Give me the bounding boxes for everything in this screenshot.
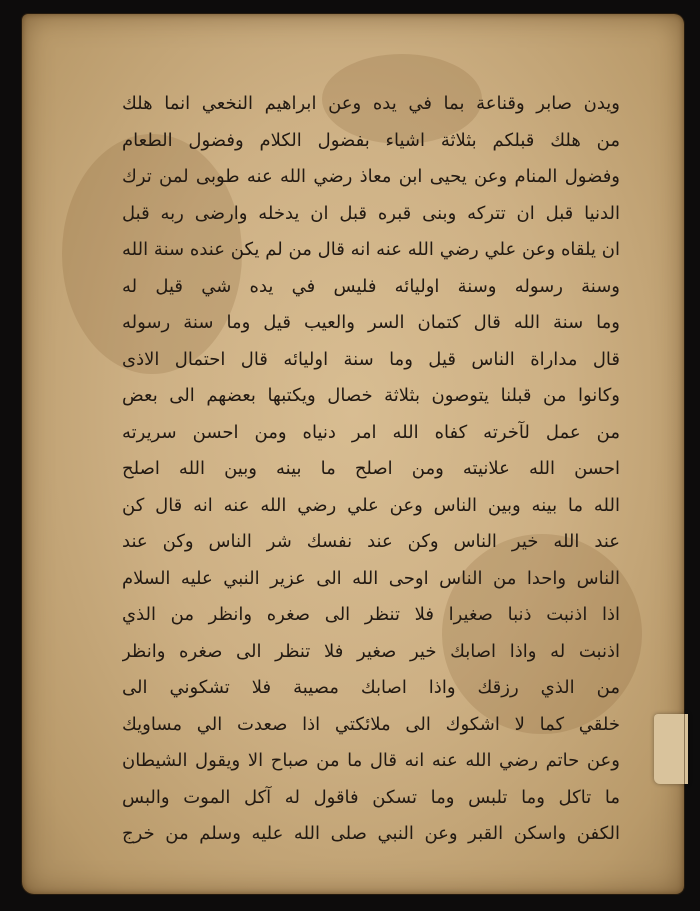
manuscript-line: الناس واحدا من الناس اوحى الله الى عزير النبي عليه السلام	[122, 567, 620, 589]
manuscript-line: وفضول المنام وعن يحيى ابن معاذ رضي الله عنه طوبى لمن ترك	[122, 166, 620, 187]
torn-paper-patch	[654, 714, 688, 784]
manuscript-line: من الذي رزقك واذا اصابك مصيبة فلا تشكوني الى	[122, 677, 620, 698]
manuscript-line: الدنيا قبل ان تتركه وبنى قبره قبل ان يدخله وارضى ربه قبل	[122, 202, 620, 224]
manuscript-line: ما تاكل وما تلبس وما تسكن فاقول له آكل الموت والبس	[122, 786, 620, 808]
manuscript-line: قال مداراة الناس قيل وما سنة اوليائه قال احتمال الاذى	[122, 348, 620, 370]
manuscript-line: وما سنة الله قال كتمان السر والعيب قيل وما سنة رسوله	[122, 312, 620, 333]
manuscript-text-block	[122, 86, 620, 853]
manuscript-line: من عمل لآخرته كفاه الله امر دنياه ومن احسن سريرته	[122, 421, 620, 443]
manuscript-line: ويدن صابر وقناعة بما في يده وعن ابراهيم النخعي انما هلك	[122, 93, 620, 114]
manuscript-line: وكانوا من قبلنا يتوصون بثلاثة خصال ويكتبها بعضهم الى بعض	[122, 385, 620, 406]
manuscript-line: اذنبت له واذا اصابك خير صغير فلا تنظر الى صغره وانظر	[122, 640, 620, 662]
manuscript-line: ان يلقاه وعن علي رضي الله عنه انه قال من لم يكن عنده سنة الله	[122, 239, 620, 260]
manuscript-line: الكفن واسكن القبر وعن النبي صلى الله عليه وسلم من خرج	[122, 823, 620, 844]
manuscript-line: من هلك قبلكم بثلاثة اشياء بفضول الكلام وفضول الطعام	[122, 129, 620, 151]
manuscript-line: وسنة رسوله وسنة اوليائه فليس في يده شي قيل له	[122, 275, 620, 297]
manuscript-line: اذا اذنبت ذنبا صغيرا فلا تنظر الى صغره وانظر من الذي	[122, 604, 620, 625]
manuscript-line: خلقي كما لا اشكوك الى ملائكتي اذا صعدت الي مساويك	[122, 713, 620, 735]
manuscript-line: وعن حاتم رضي الله عنه انه قال ما من صباح الا ويقول الشيطان	[122, 750, 620, 771]
manuscript-line: الله ما بينه وبين الناس وعن علي رضي الله عنه انه قال كن	[122, 494, 620, 516]
manuscript-line: عند الله خير الناس وكن عند نفسك شر الناس وكن عند	[122, 531, 620, 552]
manuscript-page	[22, 14, 684, 894]
manuscript-line: احسن الله علانيته ومن اصلح ما بينه وبين الله اصلح	[122, 458, 620, 479]
